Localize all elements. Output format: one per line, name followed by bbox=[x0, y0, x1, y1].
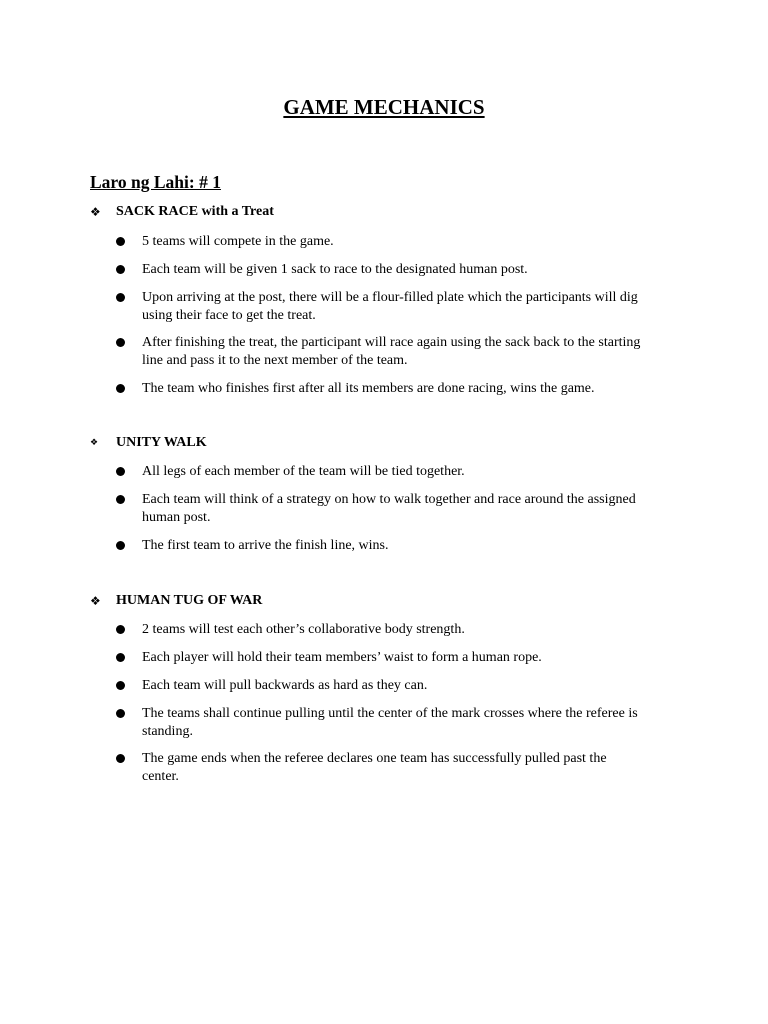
list-item-text: Each player will hold their team members’ waist to form a human rope. bbox=[142, 650, 542, 665]
bullet-dot-icon bbox=[116, 338, 125, 347]
bullet-dot-icon bbox=[116, 625, 125, 634]
list-item bbox=[142, 649, 642, 667]
section-heading bbox=[90, 433, 690, 453]
section-title: HUMAN TUG OF WAR bbox=[116, 593, 263, 608]
list-item-text: 2 teams will test each other’s collaborative body strength. bbox=[142, 622, 465, 637]
bullet-dot-icon bbox=[116, 754, 125, 763]
diamond-bullet-icon: ❖ bbox=[90, 438, 99, 448]
bullet-dot-icon bbox=[116, 495, 125, 504]
bullet-dot-icon bbox=[116, 709, 125, 718]
list-item bbox=[142, 334, 642, 369]
list-item bbox=[142, 233, 642, 251]
list-item bbox=[142, 750, 642, 785]
list-item-text: Each team will think of a strategy on how to walk together and race around the assigned human post. bbox=[142, 492, 636, 525]
diamond-bullet-icon: ❖ bbox=[90, 594, 101, 608]
bullet-dot-icon bbox=[116, 467, 125, 476]
list-item-text: After finishing the treat, the participant will race again using the sack back to the starting line and pass it to the next member of the team. bbox=[142, 335, 641, 368]
list-item-text: Each team will pull backwards as hard as they can. bbox=[142, 678, 428, 693]
list-item-text: Each team will be given 1 sack to race to the designated human post. bbox=[142, 262, 528, 277]
list-item bbox=[142, 289, 642, 324]
list-item-text: The teams shall continue pulling until the center of the mark crosses where the referee is standing. bbox=[142, 706, 638, 739]
bullet-dot-icon bbox=[116, 293, 125, 302]
section-title: SACK RACE with a Treat bbox=[116, 204, 274, 219]
section-heading bbox=[90, 202, 690, 222]
section-sack-race bbox=[90, 202, 690, 396]
list-item bbox=[142, 677, 642, 695]
list-item bbox=[142, 491, 642, 526]
section-title: UNITY WALK bbox=[116, 435, 207, 450]
list-item-text: 5 teams will compete in the game. bbox=[142, 234, 334, 249]
list-item-text: The first team to arrive the finish line, wins. bbox=[142, 538, 389, 553]
list-item bbox=[142, 537, 642, 555]
list-item-text: The game ends when the referee declares one team has successfully pulled past the center. bbox=[142, 751, 607, 784]
page-title: GAME MECHANICS bbox=[283, 95, 485, 119]
diamond-bullet-icon: ❖ bbox=[90, 205, 101, 219]
section-human-tug-of-war bbox=[90, 591, 690, 784]
list-item-text: All legs of each member of the team will be tied together. bbox=[142, 464, 465, 479]
bullet-dot-icon bbox=[116, 384, 125, 393]
list-item bbox=[142, 261, 642, 279]
section-unity-walk bbox=[90, 433, 690, 553]
list-item bbox=[142, 621, 642, 639]
list-item bbox=[142, 705, 642, 740]
bullet-dot-icon bbox=[116, 265, 125, 274]
bullet-dot-icon bbox=[116, 237, 125, 246]
game-subheading: Laro ng Lahi: # 1 bbox=[90, 172, 221, 192]
section-heading bbox=[90, 591, 690, 611]
bullet-dot-icon bbox=[116, 681, 125, 690]
bullet-dot-icon bbox=[116, 541, 125, 550]
list-item-text: The team who finishes first after all its members are done racing, wins the game. bbox=[142, 381, 595, 396]
list-item-text: Upon arriving at the post, there will be a flour-filled plate which the participants will dig using their face to get the treat. bbox=[142, 290, 638, 323]
bullet-dot-icon bbox=[116, 653, 125, 662]
list-item bbox=[142, 463, 642, 481]
list-item bbox=[142, 380, 642, 398]
